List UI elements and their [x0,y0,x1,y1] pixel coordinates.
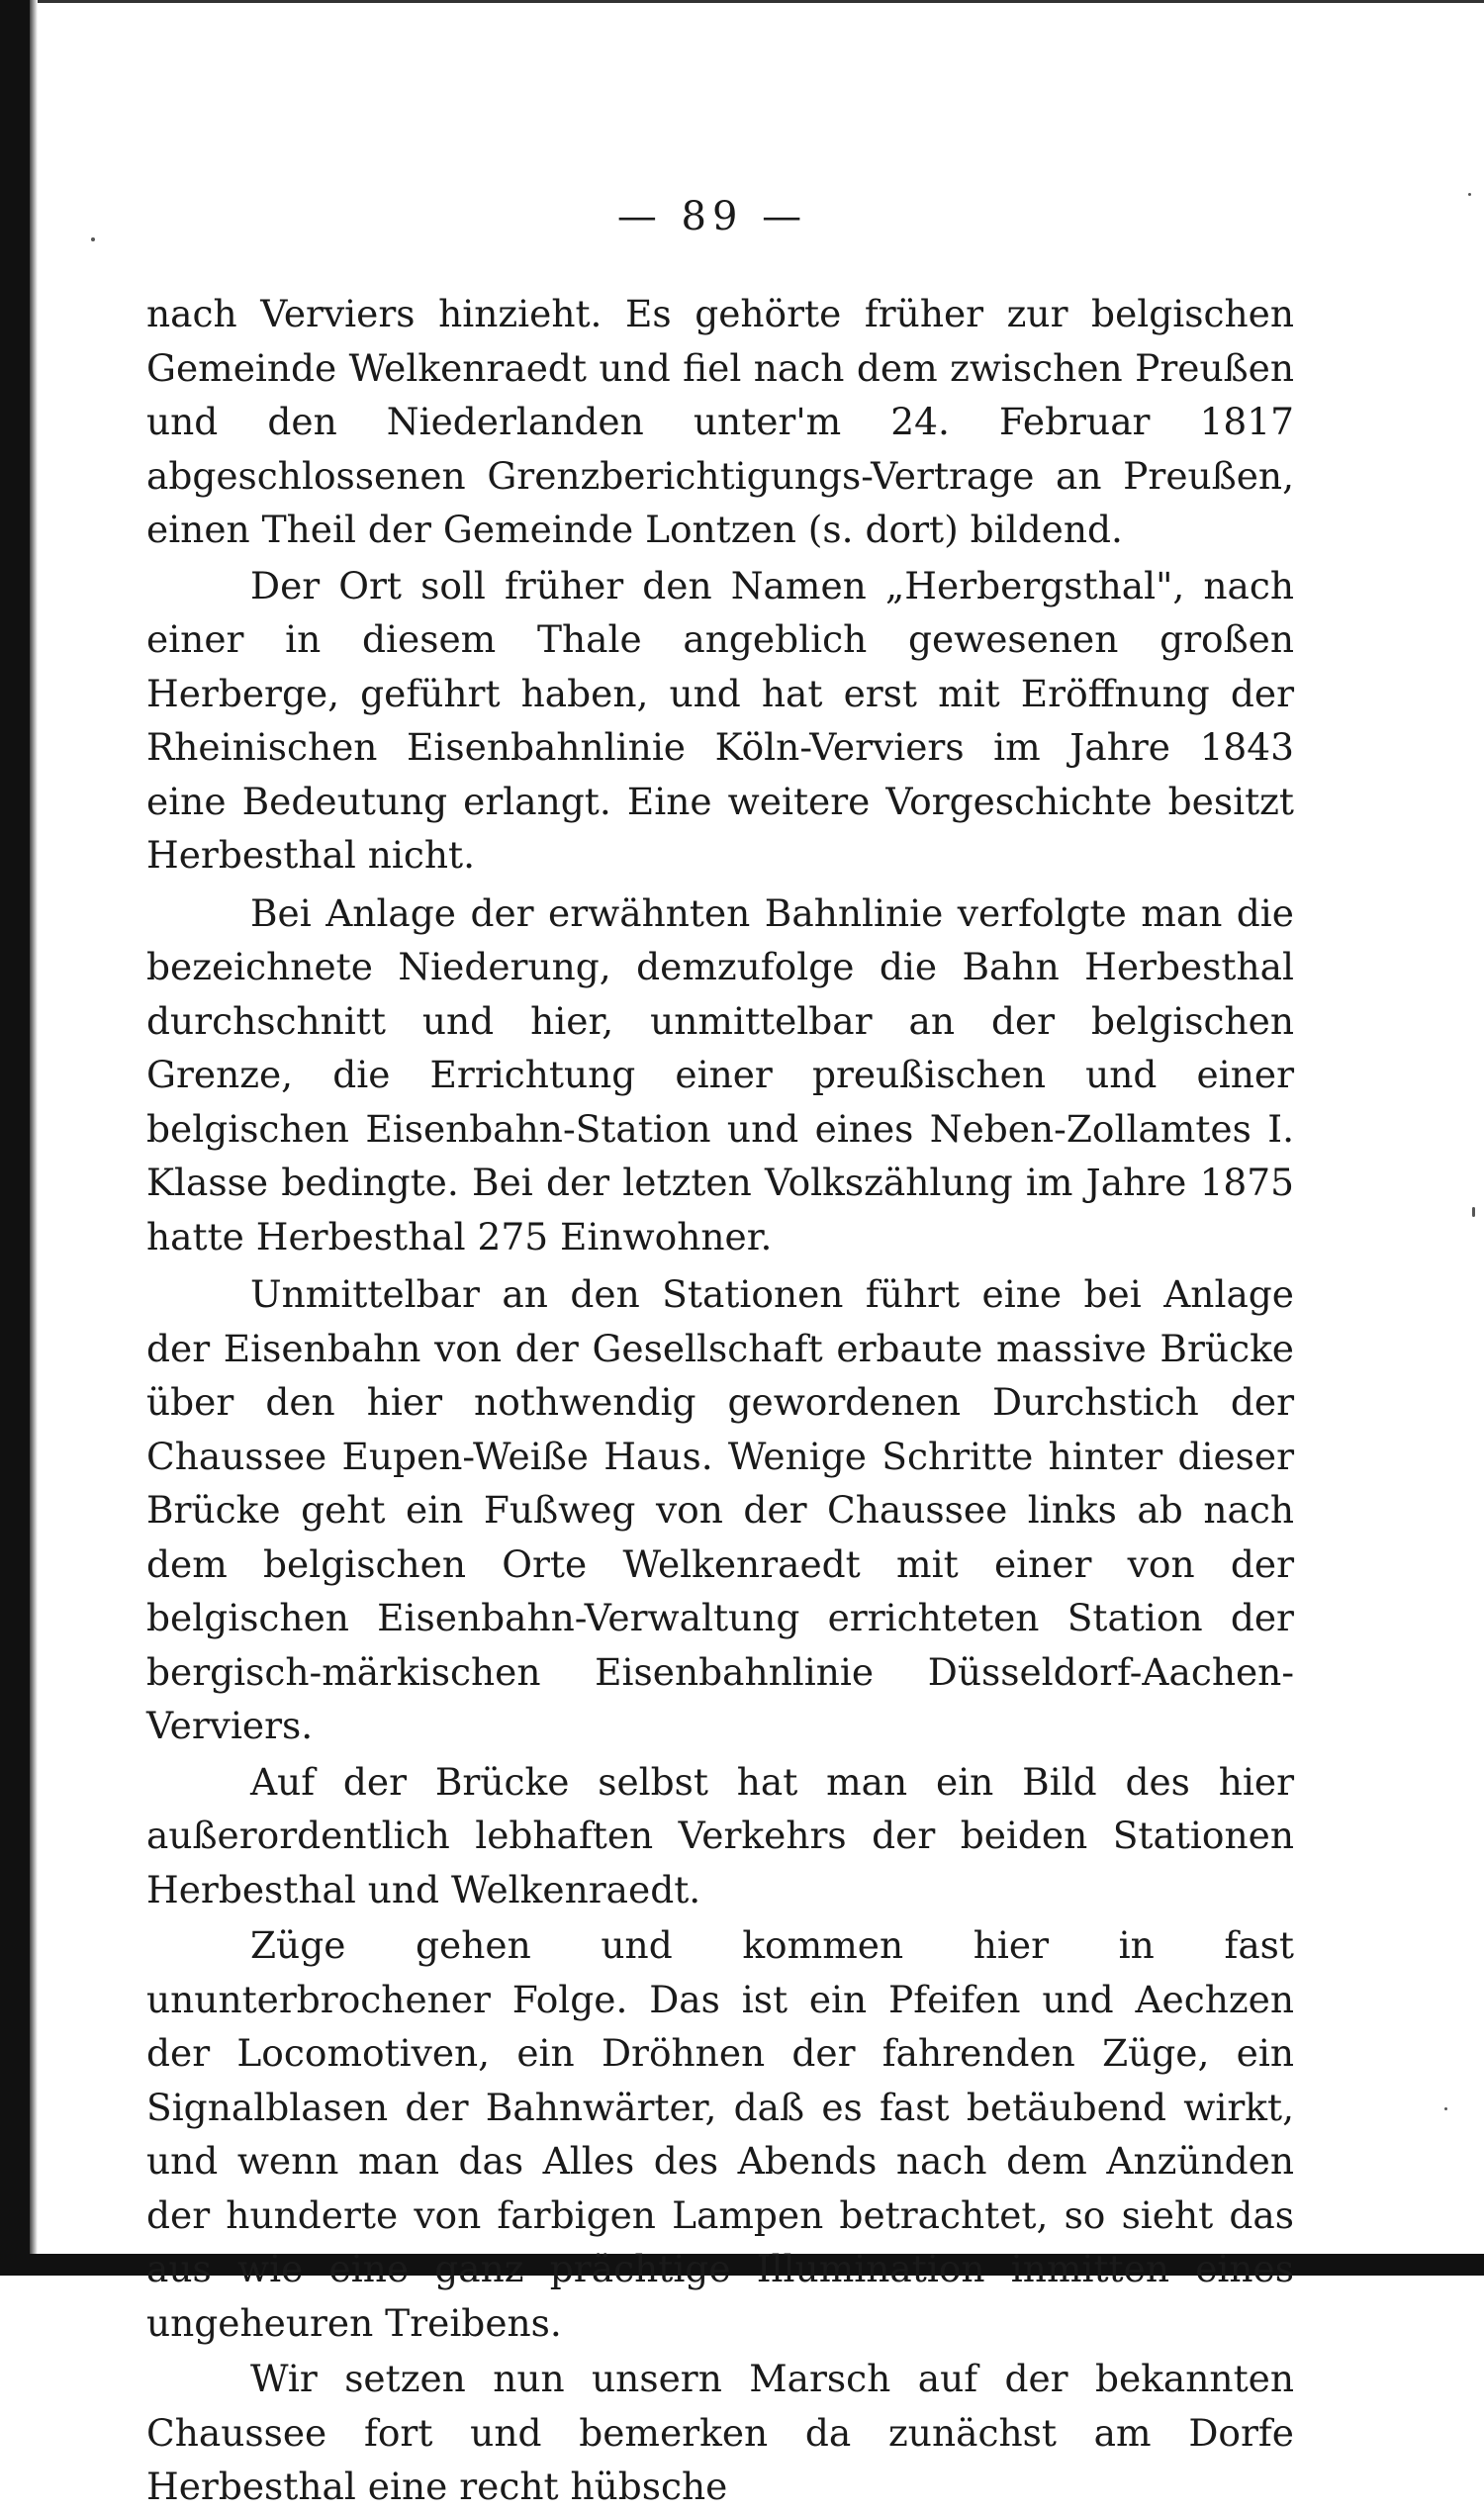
paper-speck [1472,1207,1475,1217]
paragraph: Der Ort soll früher den Namen „Herbergsthal", nach einer in diesem Thale angeblich gewesenen großen Herberge, geführt haben, und hat erst mit Eröffnung der Rheinischen Eisenbahnlinie Köln-Verviers im Jahre 1843 eine Bedeutung erlangt. Eine weitere Vorgeschichte besitzt Herbesthal nicht. [146,563,1294,877]
body-text [146,287,1294,2514]
scan-top-edge [0,0,1484,3]
page-number: — 89 — [616,194,808,239]
scan-binding-edge [0,0,30,2276]
paragraph: Züge gehen und kommen hier in fast ununterbrochener Folge. Das ist ein Pfeifen und Aechzen der Locomotiven, ein Dröhnen der fahrenden Züge, ein Signalblasen der Bahnwärter, daß es fast betäubend wirkt, und wenn man das Alles des Abends nach dem Anzünden der hunderte von farbigen Lampen betrachtet, so sieht das aus wie eine ganz prächtige Illumination inmitten eines ungeheuren Treibens. [146,1923,1294,2345]
paragraph: nach Verviers hinzieht. Es gehörte früher zur belgischen Gemeinde Welkenraedt und fiel nach dem zwischen Preußen und den Niederlanden unter'm 24. Februar 1817 abgeschlossenen Grenzberichtigungs-Vertrage an Preußen, einen Theil der Gemeinde Lontzen (s. dort) bildend. [146,292,1294,551]
scan-binding-shadow [30,0,38,2276]
paragraph: Bei Anlage der erwähnten Bahnlinie verfolgte man die bezeichnete Niederung, demzufolge die Bahn Herbesthal durchschnitt und hier, unmittelbar an der belgischen Grenze, die Errichtung einer preußischen und einer belgischen Eisenbahn-Station und eines Neben-Zollamtes I. Klasse bedingte. Bei der letzten Volkszählung im Jahre 1875 hatte Herbesthal 275 Einwohner. [146,890,1294,1258]
paragraph: Wir setzen nun unsern Marsch auf der bekannten Chaussee fort und bemerken da zunächst am Dorfe Herbesthal eine recht hübsche [146,2357,1294,2508]
paper-speck [1468,193,1471,196]
paragraph: Auf der Brücke selbst hat man ein Bild des hier außerordentlich lebhaften Verkehrs der beiden Stationen Herbesthal und Welkenraedt. [146,1759,1294,1911]
paper-speck [1444,2107,1447,2110]
paragraph: Unmittelbar an den Stationen führt eine bei Anlage der Eisenbahn von der Gesellschaft erbaute massive Brücke über den hier nothwendig gewordenen Durchstich der Chaussee Eupen-Weiße Haus. Wenige Schritte hinter dieser Brücke geht ein Fußweg von der Chaussee links ab nach dem belgischen Orte Welkenraedt mit einer von der belgischen Eisenbahn-Verwaltung errichteten Station der bergisch-märkischen Eisenbahnlinie Düsseldorf-Aachen-Verviers. [146,1272,1294,1747]
